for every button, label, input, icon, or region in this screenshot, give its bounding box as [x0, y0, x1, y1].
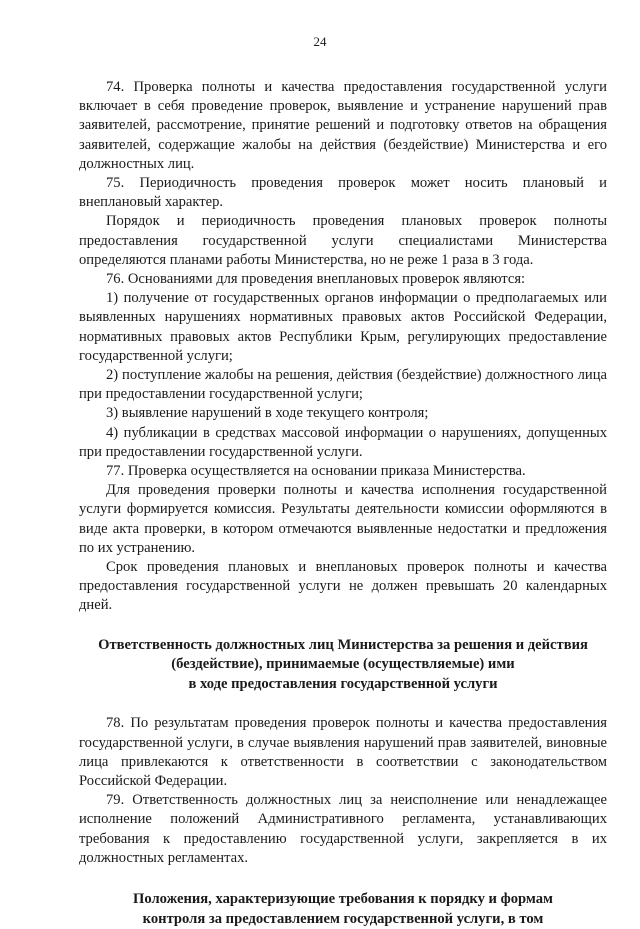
paragraph-75: 75. Периодичность проведения проверок может носить плановый и внеплановый характер.: [79, 175, 607, 211]
heading-line: в ходе предоставления государственной услуги: [188, 675, 498, 692]
spacer: [79, 694, 607, 714]
list-item-3: 3) выявление нарушений в ходе текущего контроля;: [106, 405, 429, 422]
paragraph-planned-checks: Порядок и периодичность проведения плановых проверок полноты предоставления государственной услуги специалистами Министерства определяются планами работы Министерства, но не реже 1 раза в 3 года.: [79, 213, 607, 268]
list-item-2: 2) поступление жалобы на решения, действия (бездействие) должностного лица при предоставлении государственной услуги;: [79, 367, 607, 403]
heading-line: контроля за предоставлением государственной услуги, в том: [142, 910, 544, 927]
paragraph-check-duration: Срок проведения плановых и внеплановых проверок полноты и качества предоставления государственной услуги не должен превышать 20 календарных дней.: [79, 559, 607, 614]
paragraph-78: 78. По результатам проведения проверок полноты и качества предоставления государственной услуги, в случае выявления нарушений прав заявителей, виновные лица привлекаются к ответственности в соответствии с законодательством Российской Федерации.: [79, 715, 607, 790]
paragraph-74: 74. Проверка полноты и качества предоставления государственной услуги включает в себя проведение проверок, выявление и устранение нарушений прав заявителей, рассмотрение, принятие решений и подготовку ответов на обращения заявителей, содержащие жалобы на действия (бездействие) Министерства и его должностных лиц.: [79, 79, 607, 172]
spacer: [79, 616, 607, 636]
page-number: 24: [313, 34, 327, 49]
heading-line: Ответственность должностных лиц Министерства за решения и действия: [98, 636, 588, 653]
paragraph-commission: Для проведения проверки полноты и качества исполнения государственной услуги формируется комиссия. Результаты деятельности комиссии оформляются в виде акта проверки, в котором отмечаются выявленные недостатки и предложения по их устранению.: [79, 482, 607, 556]
list-item-4: 4) публикации в средствах массовой информации о нарушениях, допущенных при предоставлении государственной услуги.: [79, 424, 607, 460]
heading-line: Положения, характеризующие требования к порядку и формам: [133, 891, 553, 908]
spacer: [79, 868, 607, 890]
paragraph-79: 79. Ответственность должностных лиц за неисполнение или ненадлежащее исполнение положений Административного регламента, устанавливающих требования к предоставлению государственной услуги, закрепляется в их должностных регламентах.: [79, 792, 607, 866]
paragraph-76: 76. Основаниями для проведения внеплановых проверок являются:: [106, 271, 526, 288]
section-heading-control-requirements: [79, 890, 607, 929]
paragraph-77: 77. Проверка осуществляется на основании приказа Министерства.: [106, 463, 526, 480]
heading-line: (бездействие), принимаемые (осуществляемые) ими: [171, 656, 515, 673]
section-heading-responsibility: [79, 636, 607, 695]
list-item-1: 1) получение от государственных органов информации о предполагаемых или выявленных нарушениях нормативных правовых актов Российской Федерации, нормативных правовых актов Республики Крым, регулирующих предоставление государственной услуги;: [79, 290, 607, 364]
document-body: [79, 78, 607, 929]
